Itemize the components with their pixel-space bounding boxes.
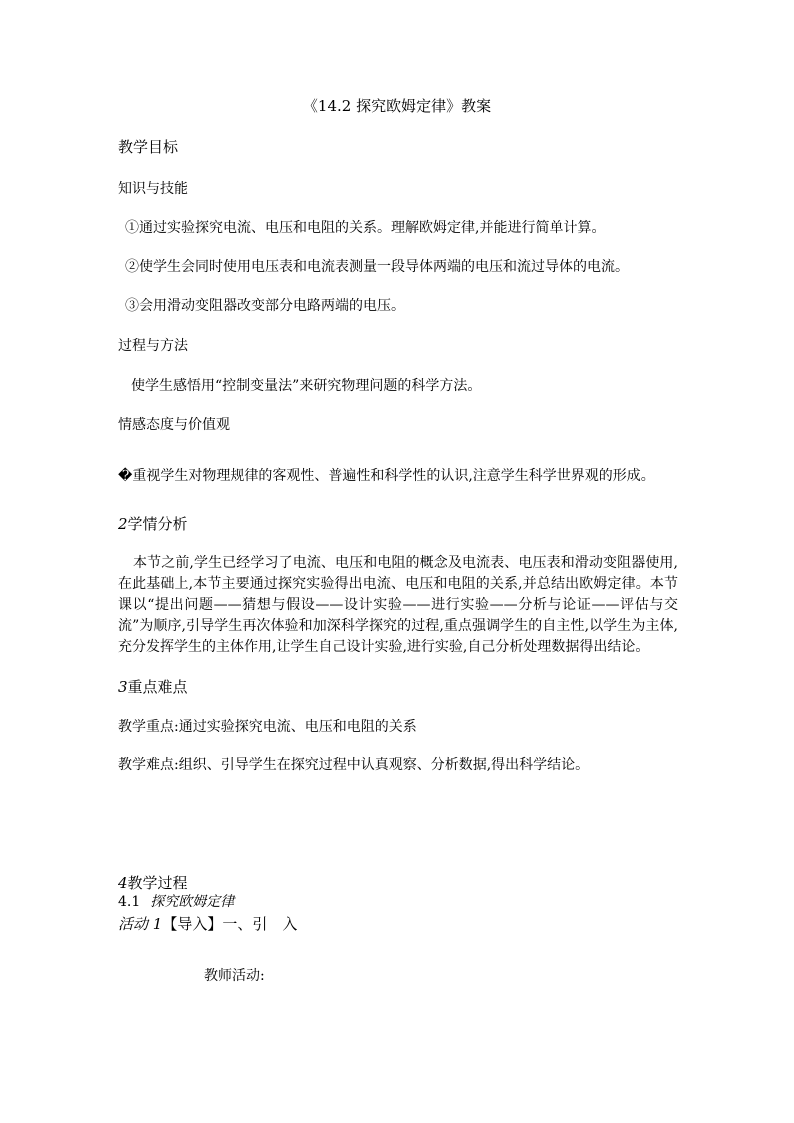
- section4-number: 4: [118, 874, 128, 892]
- subsection-title: 探究欧姆定律: [150, 894, 235, 910]
- knowledge-item-3: ③会用滑动变阻器改变部分电路两端的电压。: [125, 298, 405, 314]
- section2-paragraph: 本节之前,学生已经学习了电流、电压和电阻的概念及电流表、电压表和滑动变阻器使用,在此基础上,本节主要通过探究实验得出电流、电压和电阻的关系,并总结出欧姆定律。本节课以“提出问题——猜想与假设——设计实验——进行实验——分析与论证——评估与交流”为顺序,引导学生再次体验和加深科学探究的过程,重点强调学生的自主性,以学生为主体,充分发挥学生的主体作用,让学生自己设计实验,进行实验,自己分析处理数据得出结论。: [118, 555, 678, 655]
- knowledge-item-2: ②使学生会同时使用电压表和电流表测量一段导体两端的电压和流过导体的电流。: [125, 259, 629, 275]
- knowledge-item-1: ①通过实验探究电流、电压和电阻的关系。理解欧姆定律,并能进行简单计算。: [125, 220, 606, 236]
- section2-title: 学情分析: [127, 515, 188, 533]
- section3-number: 3: [118, 678, 128, 696]
- section3-title: 重点难点: [127, 678, 188, 696]
- subsection-number: 4.1: [118, 894, 141, 910]
- section4-heading: [118, 876, 188, 891]
- activity-heading: [118, 917, 297, 932]
- difficult-point: 教学难点:组织、引导学生在探究过程中认真观察、分析数据,得出科学结论。: [118, 757, 590, 773]
- process-heading: 过程与方法: [118, 338, 188, 354]
- knowledge-heading: 知识与技能: [118, 181, 188, 197]
- activity-title: 【导入】一、引 入: [162, 915, 298, 933]
- teacher-activity-label: 教师活动:: [204, 968, 265, 984]
- subsection-heading: [118, 895, 234, 909]
- emotion-heading: 情感态度与价值观: [118, 417, 230, 433]
- emotion-text: �重视学生对物理规律的客观性、普遍性和科学性的认识,注意学生科学世界观的形成。: [118, 468, 655, 484]
- section2-number: 2: [118, 515, 128, 533]
- key-point: 教学重点:通过实验探究电流、电压和电阻的关系: [118, 719, 417, 735]
- section4-title: 教学过程: [127, 874, 188, 892]
- document-title: 《14.2 探究欧姆定律》教案: [302, 97, 492, 115]
- process-text: 使学生感悟用“控制变量法”来研究物理问题的科学方法。: [131, 378, 482, 394]
- objectives-heading: 教学目标: [118, 138, 179, 156]
- section2-heading: [118, 517, 188, 532]
- activity-label: 活动 1: [118, 915, 163, 933]
- section3-heading: [118, 680, 188, 695]
